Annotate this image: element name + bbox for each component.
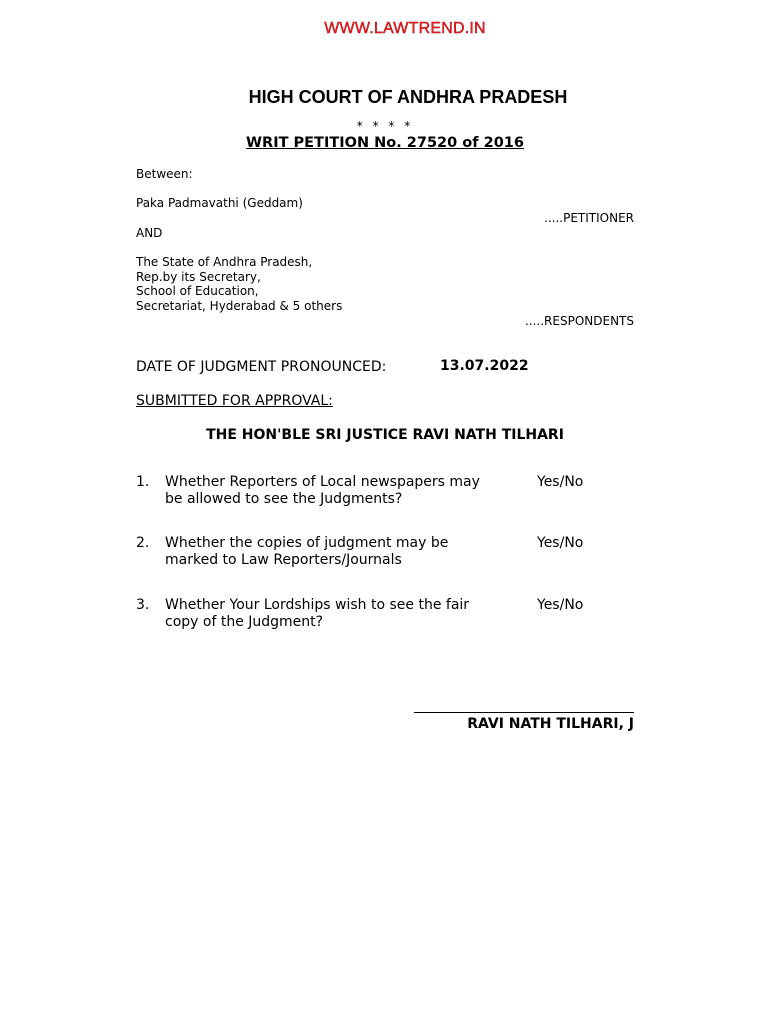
question-text: Whether the copies of judgment may be marked to Law Reporters/Journals: [165, 535, 449, 568]
respondent-line: The State of Andhra Pradesh,: [136, 255, 313, 269]
case-number: WRIT PETITION No. 27520 of 2016: [246, 135, 524, 151]
stars-separator: * * * *: [356, 119, 414, 133]
respondent-line: Secretariat, Hyderabad & 5 others: [136, 299, 343, 313]
and-label: AND: [136, 226, 163, 240]
petitioner-name: Paka Padmavathi (Geddam): [136, 196, 303, 210]
question-number: 3.: [136, 597, 150, 613]
respondent-line: Rep.by its Secretary,: [136, 270, 261, 284]
watermark-text: WWW.LAWTREND.IN: [324, 20, 486, 37]
question-answer: Yes/No: [537, 597, 584, 613]
petitioner-role: .....PETITIONER: [544, 211, 634, 225]
signature-line: [414, 712, 634, 713]
respondent-role: .....RESPONDENTS: [524, 314, 634, 328]
question-text: Whether Reporters of Local newspapers may be allowed to see the Judgments?: [165, 474, 480, 507]
court-title: HIGH COURT OF ANDHRA PRADESH: [248, 87, 568, 107]
question-text: Whether Your Lordships wish to see the fair copy of the Judgment?: [165, 597, 470, 630]
submitted-label: SUBMITTED FOR APPROVAL:: [136, 393, 333, 409]
judgment-date-label: DATE OF JUDGMENT PRONOUNCED:: [136, 359, 387, 375]
justice-heading: THE HON'BLE SRI JUSTICE RAVI NATH TILHARI: [206, 427, 564, 443]
between-label: Between:: [136, 167, 193, 181]
question-answer: Yes/No: [537, 474, 584, 490]
respondent-line: School of Education,: [136, 284, 259, 298]
judgment-date: 13.07.2022: [440, 358, 529, 374]
question-number: 2.: [136, 535, 150, 551]
question-answer: Yes/No: [537, 535, 584, 551]
question-number: 1.: [136, 474, 150, 490]
signature-name: RAVI NATH TILHARI, J: [467, 716, 634, 732]
